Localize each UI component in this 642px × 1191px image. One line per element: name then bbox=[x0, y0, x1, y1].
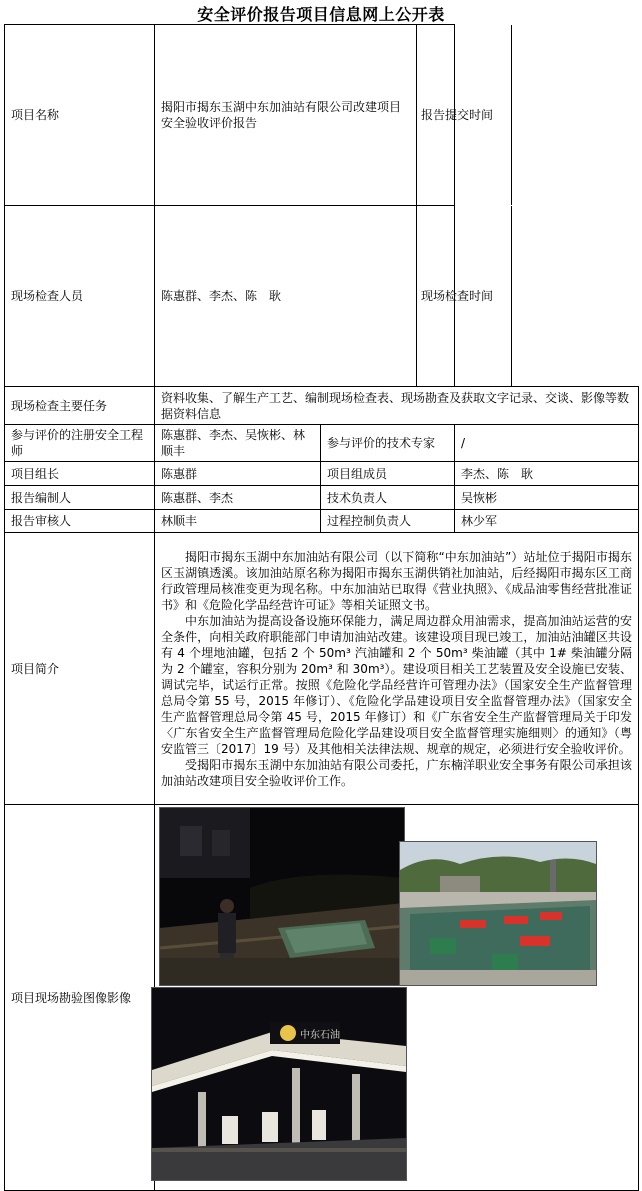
submit-time-label-text: 报告提交时间 bbox=[417, 25, 512, 205]
row-compiler bbox=[5, 486, 639, 510]
row-photos bbox=[5, 805, 639, 1191]
inspectors-label: 现场检查人员 bbox=[5, 206, 155, 387]
inspectors-value: 陈惠群、李杰、陈 耿 bbox=[155, 206, 417, 387]
row-leader bbox=[5, 462, 639, 486]
row-project-name bbox=[5, 25, 639, 206]
row-tasks bbox=[5, 387, 639, 425]
page-title: 安全评价报告项目信息网上公开表 bbox=[197, 5, 445, 24]
tasks-label: 现场检查主要任务 bbox=[5, 387, 155, 425]
photos-label: 项目现场勘验图像影像 bbox=[5, 805, 155, 1191]
engineers-value: 陈惠群、李杰、吴恢彬、林顺丰 bbox=[155, 425, 321, 462]
photos-cell bbox=[155, 805, 639, 1191]
intro-label: 项目简介 bbox=[5, 533, 155, 805]
tech-label: 技术负责人 bbox=[321, 486, 455, 510]
reviewer-label: 报告审核人 bbox=[5, 510, 155, 533]
tasks-value: 资料收集、了解生产工艺、编制现场检查表、现场勘查及获取文字记录、交谈、影像等数据资料信息 bbox=[155, 387, 639, 425]
row-engineers bbox=[5, 425, 639, 462]
experts-value: / bbox=[455, 425, 639, 462]
photo-collage bbox=[155, 805, 625, 1187]
photo-night-inspection bbox=[159, 807, 405, 986]
row-intro bbox=[5, 533, 639, 805]
row-reviewer bbox=[5, 510, 639, 533]
project-name-label: 项目名称 bbox=[5, 25, 155, 206]
compiler-label: 报告编制人 bbox=[5, 486, 155, 510]
experts-label: 参与评价的技术专家 bbox=[321, 425, 455, 462]
intro-paragraph-3: 受揭阳市揭东玉湖中东加油站有限公司委托，广东楠洋职业安全事务有限公司承担该加油站改建项目安全验收评价工作。 bbox=[161, 757, 633, 788]
station-sign-text: 中东石油 bbox=[300, 1030, 340, 1041]
intro-paragraph-2: 中东加油站为提高设备设施环保能力，满足周边群众用油需求，提高加油站运营的安全条件，向相关政府职能部门申请加油站改建。该建设项目现已竣工，加油站油罐区共设有 4 个埋地油罐，包括 2 个 50m³ 汽油罐和 2 个 50m³ 柴油罐（其中 1# 柴油罐分隔为 2 个罐室，容积分别为 20m³ 和 30m³）。建设项目相关工艺装置及安全设施已安装、调试完毕，试运行正常。按照《危险化学品经营许可管理办法》（国家安全生产监督管理总局令第 55 号，2015 年修订）、《危险化学品建设项目安全监督管理办法》（国家安全生产监督管理总局令第 45 号，2015 年修订）和《广东省安全生产监督管理局关于印发〈广东省安全生产监督管理局危险化学品建设项目安全监督管理实施细则〉的通知》（粤安监管三〔2017〕19 号）及其他相关法律法规、规章的规定，必须进行安全验收评价。 bbox=[161, 613, 633, 756]
engineers-label: 参与评价的注册安全工程师 bbox=[5, 425, 155, 462]
leader-value: 陈惠群 bbox=[155, 462, 321, 486]
compiler-value: 陈惠群、李杰 bbox=[155, 486, 321, 510]
tech-value: 吴恢彬 bbox=[455, 486, 639, 510]
night-inspection-image bbox=[160, 808, 404, 985]
leader-label: 项目组长 bbox=[5, 462, 155, 486]
project-name-value: 揭阳市揭东玉湖中东加油站有限公司改建项目安全验收评价报告 bbox=[155, 25, 417, 206]
process-value: 林少军 bbox=[455, 510, 639, 533]
inspect-time-label: 现场检查时间 bbox=[417, 206, 512, 386]
members-value: 李杰、陈 耿 bbox=[455, 462, 639, 486]
photo-station-canopy bbox=[151, 987, 407, 1181]
inspect-time-cell bbox=[417, 206, 494, 387]
intro-content bbox=[155, 533, 639, 805]
process-label: 过程控制负责人 bbox=[321, 510, 455, 533]
submit-time-cell bbox=[417, 25, 494, 206]
reviewer-value: 林顺丰 bbox=[155, 510, 321, 533]
members-label: 项目组成员 bbox=[321, 462, 455, 486]
row-inspectors bbox=[5, 206, 639, 387]
tank-area-image bbox=[400, 842, 596, 985]
info-table bbox=[4, 24, 639, 1191]
photo-tank-area bbox=[399, 841, 597, 986]
intro-paragraph-1: 揭阳市揭东玉湖中东加油站有限公司（以下简称“中东加油站”）站址位于揭阳市揭东区玉湖镇透溪。该加油站原名称为揭阳市揭东玉湖供销社加油站，后经揭阳市揭东区工商行政管理局核准变更为现名称。中东加油站已取得《营业执照》、《成品油零售经营批准证书》和《危险化学品经营许可证》等相关证照文书。 bbox=[161, 549, 633, 612]
station-canopy-image bbox=[152, 988, 406, 1180]
